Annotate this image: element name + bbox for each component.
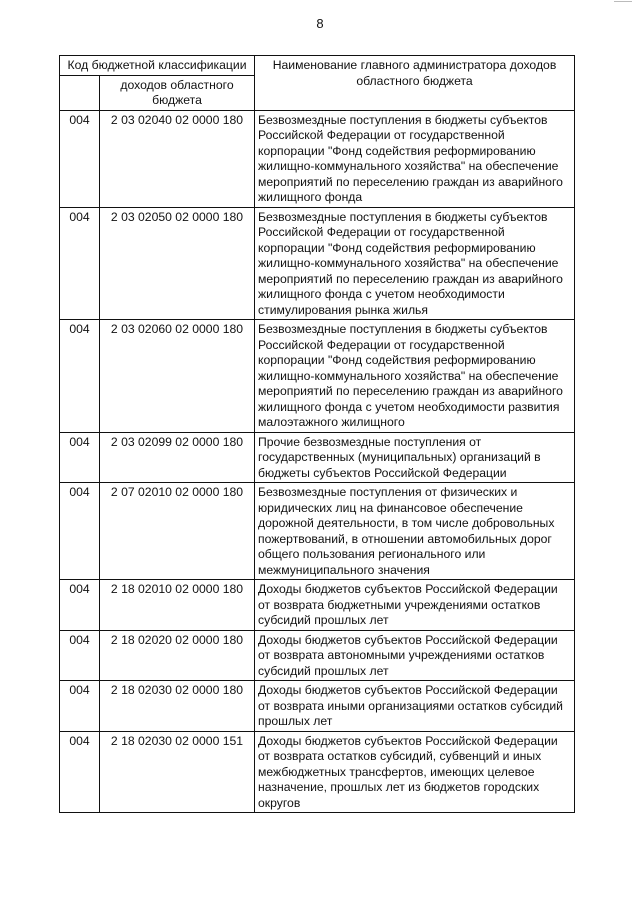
description-cell: Доходы бюджетов субъектов Российской Федерации от возврата бюджетными учреждениями остатков субсидий прошлых лет: [255, 580, 575, 631]
table-row: [60, 630, 575, 681]
description-cell: Прочие безвозмездные поступления от государственных (муниципальных) организаций в бюджеты субъектов Российской Федерации: [255, 432, 575, 483]
description-cell: Безвозмездные поступления в бюджеты субъектов Российской Федерации от государственной корпорации "Фонд содействия реформированию жилищно-коммунального хозяйства" на обеспечение мероприятий по переселению граждан из аварийного жилищного фонда: [255, 110, 575, 207]
description-cell: Безвозмездные поступления от физических и юридических лиц на финансовое обеспечение дорожной деятельности, в том числе добровольных пожертвований, в отношении автомобильных дорог общего пользования регионального или межмуниципального значения: [255, 483, 575, 580]
income-code-cell: 2 18 02030 02 0000 151: [100, 731, 255, 813]
table-row: [60, 432, 575, 483]
description-cell: Доходы бюджетов субъектов Российской Федерации от возврата автономными учреждениями остатков субсидий прошлых лет: [255, 630, 575, 681]
description-cell: Доходы бюджетов субъектов Российской Федерации от возврата остатков субсидий, субвенций и иных межбюджетных трансфертов, имеющих целевое назначение, прошлых лет из бюджетов городских округов: [255, 731, 575, 813]
income-code-cell: 2 18 02030 02 0000 180: [100, 681, 255, 732]
page-number: 8: [316, 16, 324, 31]
table-row: [60, 731, 575, 813]
table-row: [60, 483, 575, 580]
admin-code-cell: 004: [60, 320, 100, 433]
income-code-cell: 2 07 02010 02 0000 180: [100, 483, 255, 580]
admin-code-cell: 004: [60, 432, 100, 483]
admin-code-cell: 004: [60, 731, 100, 813]
income-code-cell: 2 03 02060 02 0000 180: [100, 320, 255, 433]
table-row: [60, 580, 575, 631]
header-income-code: доходов областного бюджета: [100, 75, 255, 110]
income-code-cell: 2 18 02010 02 0000 180: [100, 580, 255, 631]
income-code-cell: 2 03 02050 02 0000 180: [100, 207, 255, 320]
table-body: [60, 110, 575, 813]
table-row: [60, 207, 575, 320]
budget-classification-table: [59, 55, 575, 813]
income-code-cell: 2 18 02020 02 0000 180: [100, 630, 255, 681]
description-cell: Безвозмездные поступления в бюджеты субъектов Российской Федерации от государственной корпорации "Фонд содействия реформированию жилищно-коммунального хозяйства" на обеспечение мероприятий по переселению граждан из аварийного жилищного фонда с учетом необходимости развития малоэтажного жилищного: [255, 320, 575, 433]
admin-code-cell: 004: [60, 681, 100, 732]
header-row-1: [60, 56, 575, 76]
scan-corner-mark: [614, 1, 632, 2]
description-cell: Доходы бюджетов субъектов Российской Федерации от возврата иными организациями остатков субсидий прошлых лет: [255, 681, 575, 732]
header-administrator-name: Наименование главного администратора доходов областного бюджета: [255, 56, 575, 111]
table-row: [60, 681, 575, 732]
admin-code-cell: 004: [60, 630, 100, 681]
table-row: [60, 320, 575, 433]
admin-code-cell: 004: [60, 580, 100, 631]
table-row: [60, 110, 575, 207]
admin-code-cell: 004: [60, 207, 100, 320]
admin-code-cell: 004: [60, 483, 100, 580]
income-code-cell: 2 03 02040 02 0000 180: [100, 110, 255, 207]
admin-code-cell: 004: [60, 110, 100, 207]
header-admin-code: [60, 75, 100, 110]
header-budget-code: Код бюджетной классификации: [60, 56, 255, 76]
description-cell: Безвозмездные поступления в бюджеты субъектов Российской Федерации от государственной корпорации "Фонд содействия реформированию жилищно-коммунального хозяйства" на обеспечение мероприятий по переселению граждан из аварийного жилищного фонда с учетом необходимости стимулирования рынка жилья: [255, 207, 575, 320]
income-code-cell: 2 03 02099 02 0000 180: [100, 432, 255, 483]
